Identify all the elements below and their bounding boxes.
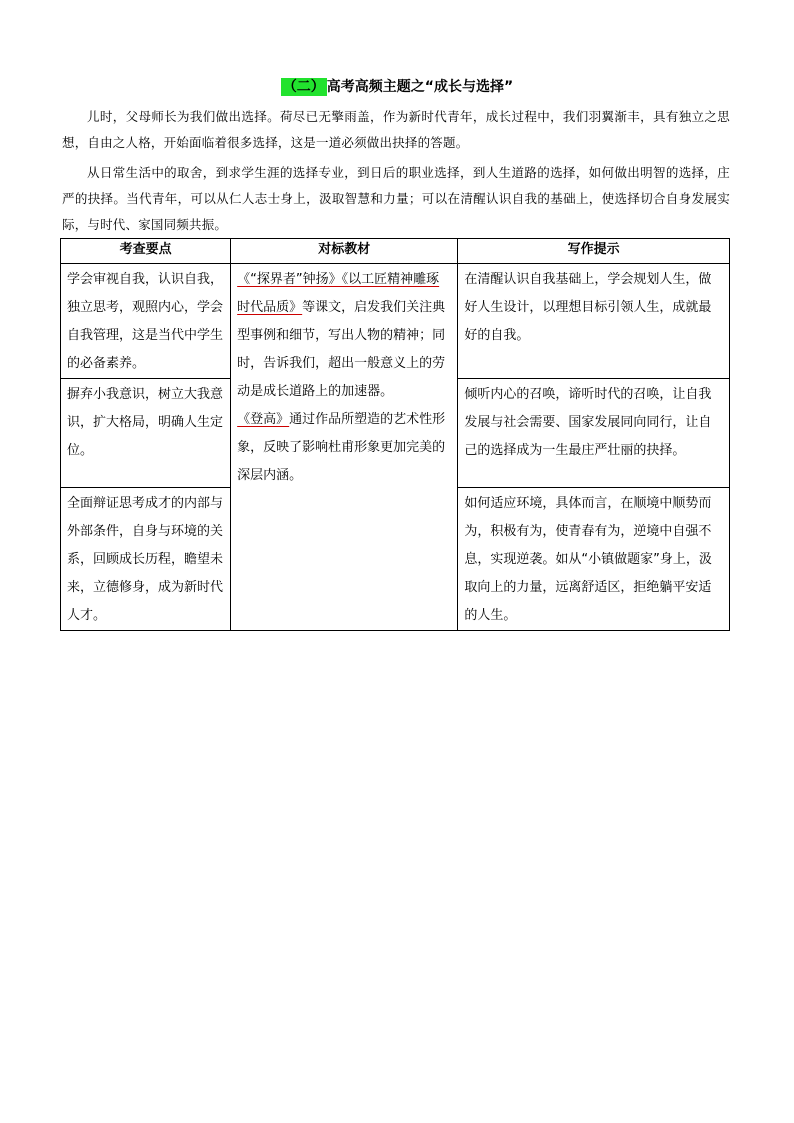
table-header-row xyxy=(61,239,730,264)
textbook-cell xyxy=(231,264,458,631)
exam-point-cell: 摒弃小我意识，树立大我意识，扩大格局，明确人生定位。 xyxy=(61,379,231,488)
writing-tip-cell: 倾听内心的召唤，谛听时代的召唤，让自我发展与社会需要、国家发展同向同行，让自己的选择成为一生最庄严壮丽的抉择。 xyxy=(458,379,730,488)
intro-paragraph-1: 儿时，父母师长为我们做出选择。荷尽已无擎雨盖，作为新时代青年，成长过程中，我们羽翼渐丰，具有独立之思想，自由之人格，开始面临着很多选择，这是一道必须做出抉择的答题。 xyxy=(62,109,730,150)
exam-point-cell: 全面辩证思考成才的内部与外部条件，自身与环境的关系，回顾成长历程，瞻望未来，立德修身，成为新时代人才。 xyxy=(61,488,231,631)
section-title-text: 高考高频主题之“成长与选择” xyxy=(326,79,514,95)
section-number-highlight: （二） xyxy=(282,79,325,95)
header-writing-tips: 写作提示 xyxy=(458,239,730,264)
header-exam-points: 考查要点 xyxy=(61,239,231,264)
section-title xyxy=(0,77,794,97)
textbook-text-1: 等课文，启发我们关注典型事例和细节，写出人物的精神；同时，告诉我们，超出一般意义上的劳动是成长道路上的加速器。 xyxy=(237,300,446,399)
exam-point-cell: 学会审视自我，认识自我，独立思考，观照内心，学会自我管理，这是当代中学生的必备素养。 xyxy=(61,264,231,379)
textbook-titles-2: 《登高》 xyxy=(237,412,290,427)
writing-tip-cell: 在清醒认识自我基础上，学会规划人生，做好人生设计，以理想目标引领人生，成就最好的自我。 xyxy=(458,264,730,379)
textbook-titles-1: 《“探界者”钟扬》《以工匠精神雕琢时代品质》 xyxy=(237,272,440,315)
writing-tip-cell: 如何适应环境，具体而言，在顺境中顺势而为，积极有为，使青春有为，逆境中自强不息，实现逆袭。如从“小镇做题家”身上，汲取向上的力量，远离舒适区，拒绝躺平安适的人生。 xyxy=(458,488,730,631)
topic-table xyxy=(60,238,730,631)
intro-paragraph-2: 从日常生活中的取舍，到求学生涯的选择专业，到日后的职业选择，到人生道路的选择，如何做出明智的选择，庄严的抉择。当代青年，可以从仁人志士身上，汲取智慧和力量；可以在清醒认识自我的基础上，使选择切合自身发展实际，与时代、家国同频共振。 xyxy=(62,165,730,232)
header-textbook: 对标教材 xyxy=(231,239,458,264)
table-row xyxy=(61,264,730,379)
textbook-text-2: 通过作品所塑造的艺术性形象，反映了影响杜甫形象更加完美的深层内涵。 xyxy=(237,412,446,483)
